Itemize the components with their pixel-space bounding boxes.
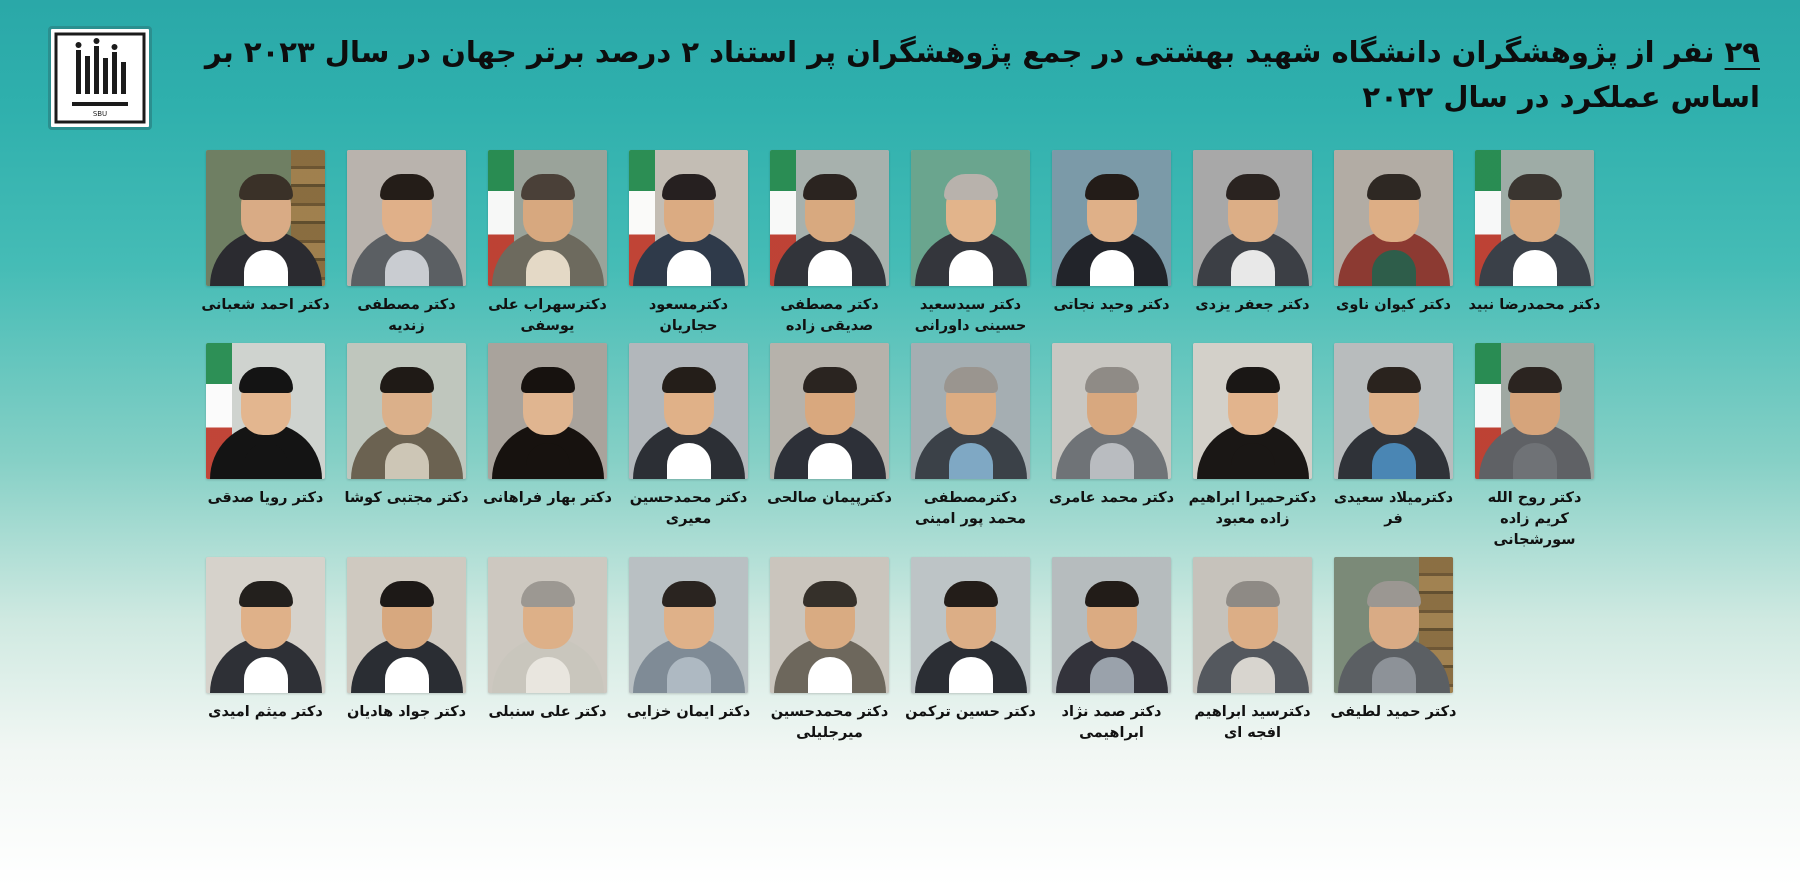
photo-hair	[944, 367, 998, 393]
photo-hair	[1508, 174, 1562, 200]
photo-hair	[239, 581, 293, 607]
researcher-name: دکتر محمدحسین میرجلیلی	[770, 704, 889, 742]
photo-shirt	[667, 250, 711, 286]
researcher-name: دکتر ایمان خزایی	[626, 704, 751, 721]
researcher-name: دکترپیمان صالحی	[767, 490, 892, 507]
photo-hair	[803, 367, 857, 393]
photo-hair	[1085, 174, 1139, 200]
researcher-card[interactable]	[770, 557, 889, 744]
photo-hair	[1226, 581, 1280, 607]
photo-shirt	[949, 250, 993, 286]
researcher-photo	[488, 150, 607, 286]
photo-shirt	[1372, 657, 1416, 693]
researcher-name: دکتر سیدسعید حسینی داورانی	[914, 297, 1027, 335]
researcher-name: دکتر بهار فراهانی	[483, 490, 612, 507]
photo-shirt	[1090, 657, 1134, 693]
researcher-name: دکتر احمد شعبانی	[201, 297, 330, 313]
photo-hair	[1367, 174, 1421, 200]
researcher-photo	[206, 343, 325, 479]
title-wrap	[152, 22, 1770, 120]
photo-shirt	[949, 657, 993, 693]
photo-hair	[803, 174, 857, 200]
page-title-text: نفر از پژوهشگران دانشگاه شهید بهشتی در جمع پژوهشگران پر استناد ۲ درصد برتر جهان در سال ۲۰۲۳ بر اساس عملکرد در سال ۲۰۲۲	[204, 35, 1760, 114]
researcher-card[interactable]	[1193, 150, 1312, 316]
photo-shirt	[1513, 443, 1557, 479]
researcher-name: دکتر کیوان ناوی	[1336, 297, 1451, 313]
researcher-photo	[629, 343, 748, 479]
photo-hair	[1367, 367, 1421, 393]
photo-hair	[521, 174, 575, 200]
photo-hair	[1085, 581, 1139, 607]
photo-shirt	[385, 250, 429, 286]
photo-shirt	[385, 443, 429, 479]
photo-shirt	[1231, 443, 1275, 479]
photo-shirt	[667, 443, 711, 479]
researcher-name: دکتر میثم امیدی	[208, 704, 323, 721]
researcher-card[interactable]	[1334, 150, 1453, 316]
researcher-card[interactable]	[626, 557, 751, 723]
researcher-name: دکتر مصطفی زندیه	[357, 297, 456, 335]
researcher-card[interactable]	[1052, 150, 1171, 316]
researcher-card[interactable]	[1193, 557, 1312, 744]
researcher-photo	[488, 343, 607, 479]
researcher-card[interactable]	[488, 150, 607, 337]
researcher-card[interactable]	[1188, 343, 1317, 530]
researcher-name: دکتر جعفر یزدی	[1195, 297, 1310, 313]
photo-hair	[803, 581, 857, 607]
researcher-name: دکتر علی سنبلی	[488, 704, 607, 721]
researcher-row	[40, 150, 1760, 337]
photo-shirt	[1372, 443, 1416, 479]
researcher-name: دکترسهراب علی یوسفی	[488, 297, 607, 335]
researcher-photo	[1052, 150, 1171, 286]
researcher-card[interactable]	[629, 150, 748, 337]
photo-hair	[1367, 581, 1421, 607]
photo-hair	[1085, 367, 1139, 393]
researcher-photo	[206, 557, 325, 693]
researcher-name: دکتر محمد عامری	[1048, 490, 1175, 507]
researcher-photo	[770, 343, 889, 479]
researcher-photo	[770, 557, 889, 693]
photo-hair	[380, 581, 434, 607]
page-header	[0, 0, 1800, 150]
researcher-card[interactable]	[767, 343, 892, 509]
researcher-row	[40, 557, 1760, 744]
researcher-card[interactable]	[1330, 557, 1457, 723]
researcher-name: دکتر مصطفی صدیقی زاده	[780, 297, 879, 335]
photo-hair	[944, 174, 998, 200]
photo-shirt	[808, 250, 852, 286]
researcher-row	[40, 343, 1760, 551]
researcher-name: دکتر جواد هادیان	[346, 704, 467, 721]
photo-shirt	[526, 443, 570, 479]
photo-shirt	[244, 250, 288, 286]
researcher-name: دکترحمیرا ابراهیم زاده معبود	[1188, 490, 1317, 528]
researcher-name: دکترمیلاد سعیدی فر	[1333, 490, 1454, 528]
researcher-photo	[911, 343, 1030, 479]
photo-shirt	[526, 657, 570, 693]
svg-text:SBU: SBU	[92, 110, 108, 118]
researcher-card[interactable]	[347, 557, 466, 723]
photo-hair	[380, 174, 434, 200]
photo-hair	[521, 581, 575, 607]
page-title	[200, 30, 1760, 120]
researcher-photo	[629, 150, 748, 286]
photo-hair	[662, 367, 716, 393]
researcher-photo	[488, 557, 607, 693]
researcher-card[interactable]	[1334, 343, 1453, 530]
photo-shirt	[1090, 250, 1134, 286]
photo-shirt	[244, 657, 288, 693]
photo-shirt	[808, 443, 852, 479]
researcher-card[interactable]	[1468, 150, 1601, 316]
photo-hair	[1226, 367, 1280, 393]
photo-hair	[944, 581, 998, 607]
researcher-card[interactable]	[1048, 343, 1175, 509]
photo-shirt	[526, 250, 570, 286]
photo-hair	[1508, 367, 1562, 393]
researcher-photo	[1334, 343, 1453, 479]
photo-hair	[239, 174, 293, 200]
researcher-name: دکتر مجتبی کوشا	[344, 490, 469, 507]
researcher-name: دکتر روح الله کریم زاده سورشجانی	[1487, 490, 1582, 549]
researcher-photo	[206, 150, 325, 286]
researcher-name: دکتر صمد نژاد ابراهیمی	[1061, 704, 1162, 742]
photo-shirt	[1090, 443, 1134, 479]
researcher-card[interactable]	[1052, 557, 1171, 744]
researcher-name: دکترسید ابراهیم افجه ای	[1194, 704, 1311, 742]
researcher-photo	[347, 343, 466, 479]
researcher-name: دکتر محمدرضا نبید	[1468, 297, 1601, 313]
researcher-card[interactable]	[1475, 343, 1594, 551]
photo-shirt	[1231, 657, 1275, 693]
photo-shirt	[1372, 250, 1416, 286]
photo-shirt	[667, 657, 711, 693]
researcher-photo	[1052, 557, 1171, 693]
photo-shirt	[808, 657, 852, 693]
researcher-name: دکتر رویا صدقی	[207, 490, 324, 507]
researcher-photo	[770, 150, 889, 286]
researcher-photo	[911, 557, 1030, 693]
photo-shirt	[385, 657, 429, 693]
researcher-card[interactable]	[911, 150, 1030, 337]
researcher-photo	[1193, 557, 1312, 693]
researchers-grid	[0, 150, 1800, 744]
researcher-card[interactable]	[629, 343, 748, 530]
researcher-photo	[911, 150, 1030, 286]
researcher-photo	[629, 557, 748, 693]
researcher-photo	[1334, 557, 1453, 693]
researcher-card[interactable]	[201, 150, 330, 316]
university-logo	[48, 26, 152, 130]
researcher-name: دکتر وحید نجاتی	[1053, 297, 1170, 313]
researcher-name: دکترمسعود حجاریان	[648, 297, 729, 335]
researcher-name: دکتر حسین ترکمن	[905, 704, 1036, 721]
researcher-photo	[1193, 150, 1312, 286]
researcher-name: دکترمصطفی محمد پور امینی	[915, 490, 1026, 528]
researcher-card[interactable]	[911, 343, 1030, 530]
researcher-card[interactable]	[347, 150, 466, 337]
researcher-photo	[347, 150, 466, 286]
researcher-card[interactable]	[206, 343, 325, 509]
page-title-number: ۲۹	[1724, 35, 1760, 69]
researcher-photo	[347, 557, 466, 693]
researcher-name: دکتر حمید لطیفی	[1330, 704, 1457, 721]
researcher-name: دکتر محمدحسین معیری	[629, 490, 748, 528]
photo-hair	[239, 367, 293, 393]
photo-hair	[662, 174, 716, 200]
researcher-photo	[1193, 343, 1312, 479]
researcher-photo	[1475, 343, 1594, 479]
researcher-card[interactable]	[206, 557, 325, 723]
photo-shirt	[949, 443, 993, 479]
photo-shirt	[1513, 250, 1557, 286]
photo-hair	[521, 367, 575, 393]
researcher-photo	[1052, 343, 1171, 479]
researcher-card[interactable]	[483, 343, 612, 509]
photo-shirt	[244, 443, 288, 479]
photo-hair	[1226, 174, 1280, 200]
photo-hair	[662, 581, 716, 607]
photo-hair	[380, 367, 434, 393]
researcher-card[interactable]	[770, 150, 889, 337]
photo-shirt	[1231, 250, 1275, 286]
researcher-card[interactable]	[344, 343, 469, 509]
researcher-photo	[1475, 150, 1594, 286]
researcher-card[interactable]	[905, 557, 1036, 723]
researcher-card[interactable]	[488, 557, 607, 723]
researcher-photo	[1334, 150, 1453, 286]
